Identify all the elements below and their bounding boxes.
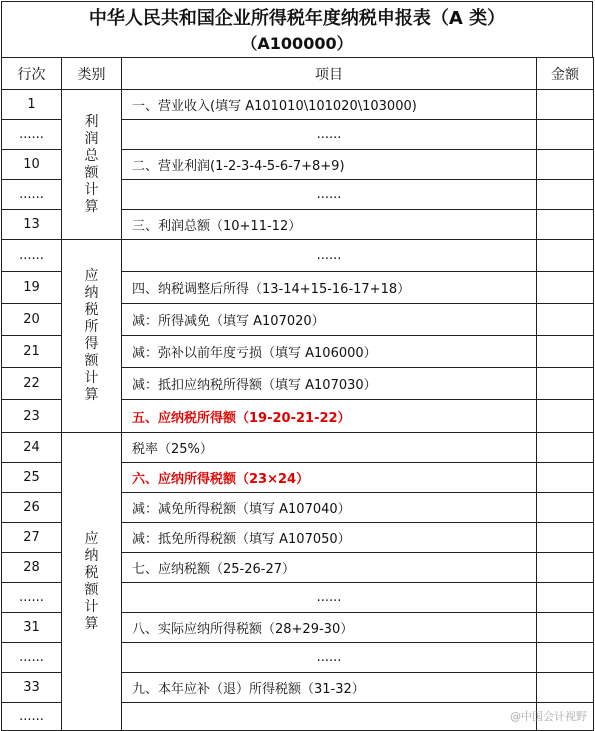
header-item: 项目 xyxy=(122,58,537,90)
header-category: 类别 xyxy=(62,58,122,90)
row-item: 一、营业收入(填写 A101010\101020\103000) xyxy=(122,90,537,120)
category-label: 应纳税额计算 xyxy=(84,530,99,632)
amount-cell[interactable] xyxy=(537,583,594,613)
row-item: 九、本年应补（退）所得税额（31-32） xyxy=(122,673,537,703)
amount-cell[interactable] xyxy=(537,120,594,150)
table-title xyxy=(1,1,593,58)
amount-cell[interactable] xyxy=(537,463,594,493)
row-item: ...... xyxy=(122,583,537,613)
row-number: 21 xyxy=(2,336,62,368)
watermark: @中国会计视野 xyxy=(510,710,587,723)
row-item: 三、利润总额（10+11-12） xyxy=(122,210,537,240)
row-number: 27 xyxy=(2,523,62,553)
row-number: 33 xyxy=(2,673,62,703)
amount-cell[interactable] xyxy=(537,240,594,272)
amount-cell[interactable] xyxy=(537,336,594,368)
row-number: 13 xyxy=(2,210,62,240)
row-item xyxy=(122,703,537,731)
amount-cell[interactable] xyxy=(537,272,594,304)
row-number: 25 xyxy=(2,463,62,493)
amount-cell[interactable] xyxy=(537,643,594,673)
header-amount: 金额 xyxy=(537,58,594,90)
amount-cell[interactable] xyxy=(537,523,594,553)
row-item: 税率（25%） xyxy=(122,433,537,463)
row-number: ...... xyxy=(2,583,62,613)
row-number: 24 xyxy=(2,433,62,463)
amount-cell[interactable] xyxy=(537,673,594,703)
row-number: 19 xyxy=(2,272,62,304)
row-item: ...... xyxy=(122,240,537,272)
row-item-highlight: 五、应纳税所得额（19-20-21-22） xyxy=(122,400,537,433)
tax-return-table xyxy=(1,57,594,731)
table-row xyxy=(2,433,594,463)
amount-cell[interactable] xyxy=(537,90,594,120)
row-number: ...... xyxy=(2,643,62,673)
form-title: 中华人民共和国企业所得税年度纳税申报表（A 类） xyxy=(88,8,506,29)
amount-cell[interactable] xyxy=(537,433,594,463)
row-item: 减：所得减免（填写 A107020） xyxy=(122,304,537,336)
amount-cell[interactable] xyxy=(537,613,594,643)
row-number: ...... xyxy=(2,120,62,150)
row-item: ...... xyxy=(122,120,537,150)
amount-cell[interactable] xyxy=(537,553,594,583)
category-tax-payable xyxy=(62,433,122,731)
row-item: ...... xyxy=(122,180,537,210)
amount-cell[interactable] xyxy=(537,210,594,240)
row-item: 减：抵免所得税额（填写 A107050） xyxy=(122,523,537,553)
form-code: （A100000） xyxy=(241,34,353,53)
category-label: 应纳税所得额计算 xyxy=(84,268,99,403)
row-item: 减：减免所得税额（填写 A107040） xyxy=(122,493,537,523)
row-item-highlight: 六、应纳所得税额（23×24） xyxy=(122,463,537,493)
row-number: 28 xyxy=(2,553,62,583)
row-number: 1 xyxy=(2,90,62,120)
table-row xyxy=(2,240,594,272)
row-item: 八、实际应纳所得税额（28+29-30） xyxy=(122,613,537,643)
row-number: ...... xyxy=(2,703,62,731)
amount-cell[interactable] xyxy=(537,180,594,210)
row-item: ...... xyxy=(122,643,537,673)
row-item: 二、营业利润(1-2-3-4-5-6-7+8+9) xyxy=(122,150,537,180)
category-profit xyxy=(62,90,122,240)
amount-cell[interactable] xyxy=(537,368,594,400)
category-taxable-income xyxy=(62,240,122,433)
category-label: 利润总额计算 xyxy=(84,113,99,215)
row-item: 四、纳税调整后所得（13-14+15-16-17+18） xyxy=(122,272,537,304)
row-number: 22 xyxy=(2,368,62,400)
row-item: 减：抵扣应纳税所得额（填写 A107030） xyxy=(122,368,537,400)
amount-cell[interactable] xyxy=(537,400,594,433)
amount-cell[interactable] xyxy=(537,493,594,523)
amount-cell[interactable] xyxy=(537,304,594,336)
row-number: 10 xyxy=(2,150,62,180)
row-number: ...... xyxy=(2,240,62,272)
header-row-number: 行次 xyxy=(2,58,62,90)
row-number: 26 xyxy=(2,493,62,523)
row-number: ...... xyxy=(2,180,62,210)
row-number: 20 xyxy=(2,304,62,336)
table-row xyxy=(2,90,594,120)
row-number: 31 xyxy=(2,613,62,643)
amount-cell[interactable] xyxy=(537,150,594,180)
header-row xyxy=(2,58,594,90)
row-number: 23 xyxy=(2,400,62,433)
row-item: 七、应纳税额（25-26-27） xyxy=(122,553,537,583)
row-item: 减：弥补以前年度亏损（填写 A106000） xyxy=(122,336,537,368)
